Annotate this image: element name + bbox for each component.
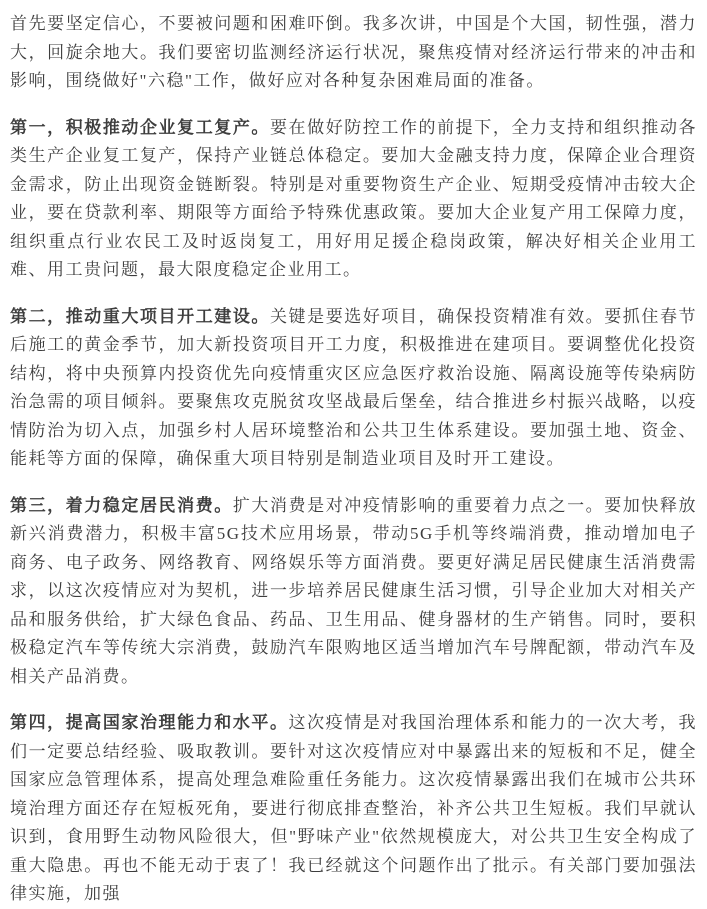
paragraph: 第一，积极推动企业复工复产。要在做好防控工作的前提下，全力支持和组织推动各类生产企业复工复产，保持产业链总体稳定。要加大金融支持力度，保障企业合理资金需求，防止出现资金链断裂。特别是对重要物资生产企业、短期受疫情冲击较大企业，要在贷款利率、期限等方面给予特殊优惠政策。要加大企业复产用工保障力度，组织重点行业农民工及时返岗复工，用好用足援企稳岗政策，解决好相关企业用工难、用工贵问题，最大限度稳定企业用工。 (10, 117, 698, 279)
paragraph: 第四，提高国家治理能力和水平。这次疫情是对我国治理体系和能力的一次大考，我们一定要总结经验、吸取教训。要针对这次疫情应对中暴露出来的短板和不足，健全国家应急管理体系，提高处理急难险重任务能力。这次疫情暴露出我们在城市公共环境治理方面还存在短板死角，要进行彻底排查整治，补齐公共卫生短板。我们早就认识到，食用野生动物风险很大，但"野味产业"依然规模庞大，对公共卫生安全构成了重大隐患。再也不能无动于衷了！我已经就这个问题作出了批示。有关部门要加强法律实施，加强 (10, 713, 698, 903)
paragraph: 第二，推动重大项目开工建设。关键是要选好项目，确保投资精准有效。要抓住春节后施工的黄金季节，加大新投资项目开工力度，积极推进在建项目。要调整优化投资结构，将中央预算内投资优先向疫情重灾区应急医疗救治设施、隔离设施等传染病防治急需的项目倾斜。要聚焦攻克脱贫攻坚战最后堡垒，结合推进乡村振兴战略，以疫情防治为切入点，加强乡村人居环境整治和公共卫生体系建设。要加强土地、资金、能耗等方面的保障，确保重大项目特别是制造业项目及时开工建设。 (10, 306, 698, 468)
paragraph-lead: 第四，提高国家治理能力和水平。 (10, 713, 289, 732)
paragraph-lead: 第二，推动重大项目开工建设。 (10, 306, 270, 326)
paragraph: 首先要坚定信心，不要被问题和困难吓倒。我多次讲，中国是个大国，韧性强，潜力大，回旋余地大。我们要密切监测经济运行状况，聚焦疫情对经济运行带来的冲击和影响，围绕做好"六稳"工作，做好应对各种复杂困难局面的准备。 (10, 14, 697, 90)
paragraph-lead: 第一，积极推动企业复工复产。 (10, 117, 270, 137)
paragraph: 第三，着力稳定居民消费。扩大消费是对冲疫情影响的重要着力点之一。要加快释放新兴消费潜力，积极丰富5G技术应用场景，带动5G手机等终端消费，推动增加电子商务、电子政务、网络教育、网络娱乐等方面消费。要更好满足居民健康生活消费需求，以这次疫情应对为契机，进一步培养居民健康生活习惯，引导企业加大对相关产品和服务供给，扩大绿色食品、药品、卫生用品、健身器材的生产销售。同时，要积极稳定汽车等传统大宗消费，鼓励汽车限购地区适当增加汽车号牌配额，带动汽车及相关产品消费。 (10, 495, 698, 686)
paragraph-lead: 第三，着力稳定居民消费。 (10, 495, 233, 515)
